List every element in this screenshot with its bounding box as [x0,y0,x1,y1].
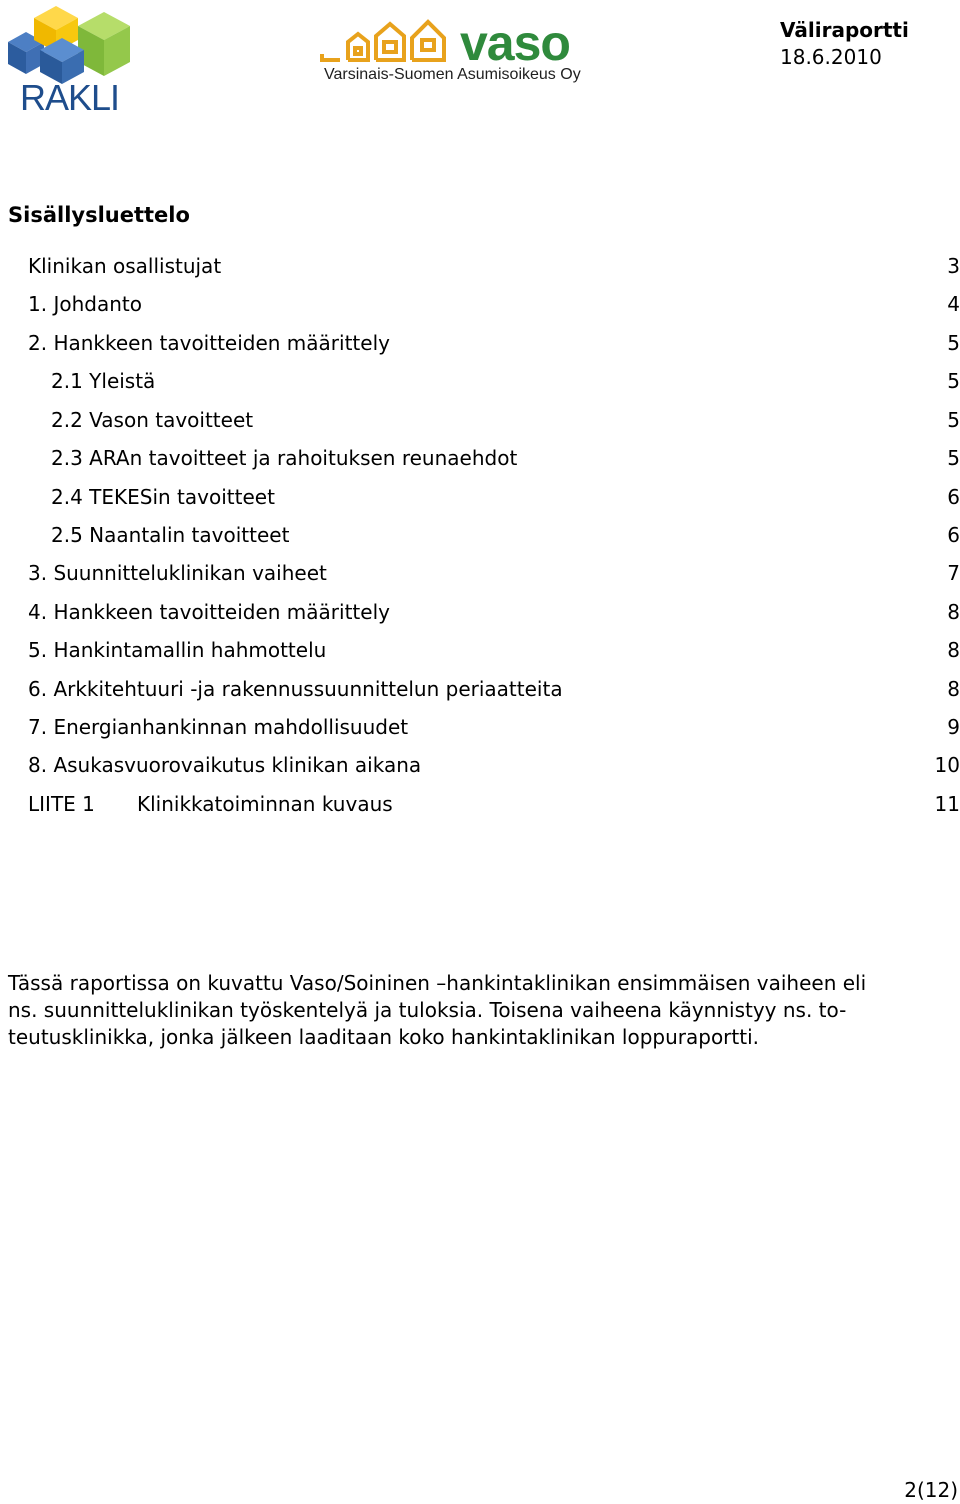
rakli-cubes-icon [4,4,134,84]
appendix-title: Klinikkatoiminnan kuvaus [137,792,393,816]
toc-entry-label: 4. Hankkeen tavoitteiden määrittely [28,600,390,624]
toc-entry[interactable] [0,327,960,359]
toc-entry[interactable] [0,596,960,628]
rakli-logo [4,4,134,116]
toc-entry[interactable] [0,250,960,282]
toc-entry-page: 7 [947,561,960,585]
report-date: 18.6.2010 [780,45,882,69]
toc-entry-label: 2. Hankkeen tavoitteiden määrittely [28,331,390,355]
toc-entry-label: 2.3 ARAn tavoitteet ja rahoituksen reunaehdot [51,446,518,470]
toc-entry-page: 8 [947,638,960,662]
toc-entry[interactable] [0,365,960,397]
toc-entry[interactable] [0,288,960,320]
toc-entry-page: 4 [947,292,960,316]
toc-entry-page: 6 [947,523,960,547]
toc-entry-label: 7. Energianhankinnan mahdollisuudet [28,715,409,739]
toc-entry-page: 9 [947,715,960,739]
report-label: Väliraportti [780,18,909,42]
toc-entry[interactable] [0,404,960,436]
page-number: 2(12) [904,1478,958,1502]
toc-entry-page: 3 [947,254,960,278]
toc-entry[interactable] [0,519,960,551]
toc-entry-page: 5 [947,408,960,432]
toc-entry-page: 6 [947,485,960,509]
toc-entry-page: 11 [934,792,960,816]
toc-entry-label: 2.5 Naantalin tavoitteet [51,523,290,547]
vaso-logo-text: vaso [460,15,570,71]
toc-entry-page: 5 [947,331,960,355]
intro-paragraph [8,970,958,1051]
toc-entry-page: 8 [947,600,960,624]
toc-entry-page: 5 [947,446,960,470]
intro-line: Tässä raportissa on kuvattu Vaso/Soininen –hankintaklinikan ensimmäisen vaiheen eli [8,971,867,995]
intro-line: ns. suunnitteluklinikan työskentelyä ja tuloksia. Toisena vaiheena käynnistyy ns. to- [8,998,847,1022]
vaso-logo [318,15,598,88]
toc-entry-label: 3. Suunnitteluklinikan vaiheet [28,561,327,585]
toc-title: Sisällysluettelo [8,203,190,227]
toc-entry-label: 6. Arkkitehtuuri -ja rakennussuunnittelun periaatteita [28,677,563,701]
toc-entry-page: 5 [947,369,960,393]
toc-entry-page: 8 [947,677,960,701]
appendix-label: LIITE 1 [28,792,95,816]
toc-entry-label: 5. Hankintamallin hahmottelu [28,638,327,662]
toc-entry[interactable] [0,634,960,666]
toc-entry-label: Klinikan osallistujat [28,254,222,278]
toc-entry[interactable] [0,557,960,589]
toc-entry-label: 2.1 Yleistä [51,369,156,393]
toc-entry-label: 2.2 Vason tavoitteet [51,408,254,432]
toc-entry-page: 10 [934,753,960,777]
toc-entry[interactable] [0,673,960,705]
toc-entry[interactable] [0,749,960,781]
vaso-company-name: Varsinais-Suomen Asumisoikeus Oy [324,66,581,83]
rakli-logo-text: RAKLI [20,77,120,118]
toc-entry[interactable] [0,442,960,474]
toc-entry[interactable] [0,481,960,513]
toc-entry-label: 8. Asukasvuorovaikutus klinikan aikana [28,753,422,777]
vaso-houses-icon [318,18,460,62]
intro-line: teutusklinikka, jonka jälkeen laaditaan koko hankintaklinikan loppuraportti. [8,1025,759,1049]
toc-entry[interactable] [0,711,960,743]
toc-appendix-entry[interactable] [0,788,960,820]
toc-entry-label: 2.4 TEKESin tavoitteet [51,485,275,509]
toc-entry-label: 1. Johdanto [28,292,142,316]
